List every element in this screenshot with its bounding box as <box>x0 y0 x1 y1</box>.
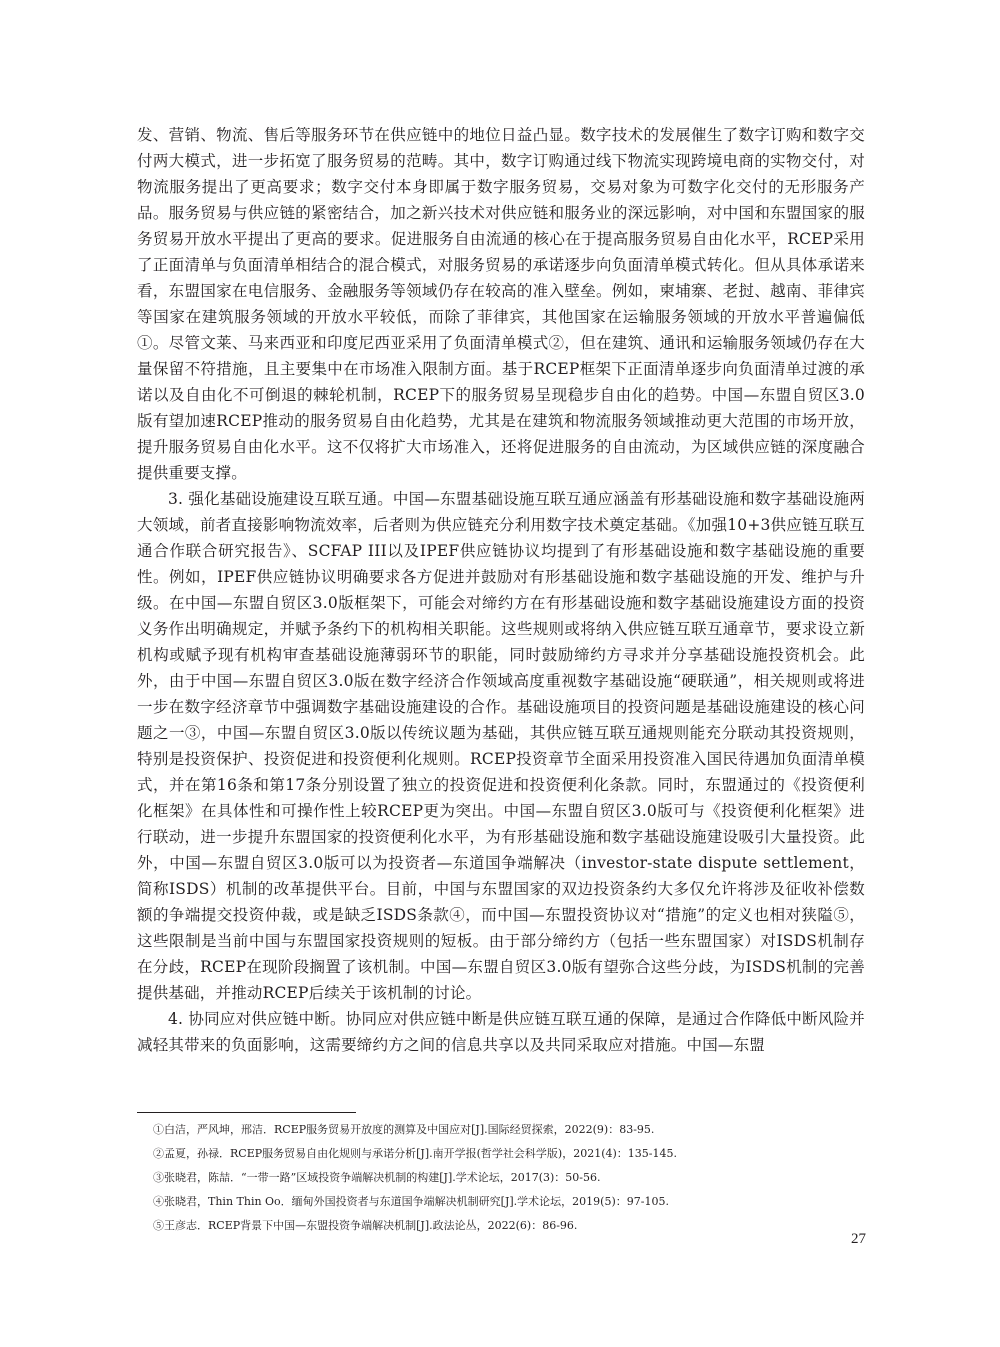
footnote-1: ①白洁，严风坤，邢洁．RCEP服务贸易开放度的测算及中国应对[J].国际经贸探索，2022(9)：83-95. <box>153 1123 655 1136</box>
footnote-3: ③张晓君，陈喆．“一带一路”区域投资争端解决机制的构建[J].学术论坛，2017(3)：50-56. <box>153 1171 601 1184</box>
footnote-4: ④张晓君，Thin Thin Oo．缅甸外国投资者与东道国争端解决机制研究[J].学术论坛，2019(5)：97-105. <box>153 1195 669 1208</box>
paragraph-infrastructure: 3. 强化基础设施建设互联互通。中国—东盟基础设施互联互通应涵盖有形基础设施和数字基础设施两大领域，前者直接影响物流效率，后者则为供应链充分利用数字技术奠定基础。《加强10+3供应链互联互通合作联合研究报告》、SCFAP III以及IPEF供应链协议均提到了有形基础设施和数字基础设施的重要性。例如，IPEF供应链协议明确要求各方促进并鼓励对有形基础设施和数字基础设施的开发、维护与升级。在中国—东盟自贸区3.0版框架下，可能会对缔约方在有形基础设施和数字基础设施建设方面的投资义务作出明确规定，并赋予条约下的机构相关职能。这些规则或将纳入供应链互联互通章节，要求设立新机构或赋予现有机构审查基础设施薄弱环节的职能，同时鼓励缔约方寻求并分享基础设施投资机会。此外，由于中国—东盟自贸区3.0版在数字经济合作领域高度重视数字基础设施“硬联通”，相关规则或将进一步在数字经济章节中强调数字基础设施建设的合作。基础设施项目的投资问题是基础设施建设的核心问题之一③，中国—东盟自贸区3.0版以传统议题为基础，其供应链互联互通规则能充分联动其投资规则，特别是投资保护、投资促进和投资便利化规则。RCEP投资章节全面采用投资准入国民待遇加负面清单模式，并在第16条和第17条分别设置了独立的投资促进和投资便利化条款。同时，东盟通过的《投资便利化框架》在具体性和可操作性上较RCEP更为突出。中国—东盟自贸区3.0版可与《投资便利化框架》进行联动，进一步提升东盟国家的投资便利化水平，为有形基础设施和数字基础设施建设吸引大量投资。此外，中国—东盟自贸区3.0版可以为投资者—东道国争端解决（investor-state dispute settlement，简称ISDS）机制的改革提供平台。目前，中国与东盟国家的双边投资条约大多仅允许将涉及征收补偿数额的争端提交投资仲裁，或是缺乏ISDS条款④，而中国—东盟投资协议对“措施”的定义也相对狭隘⑤，这些限制是当前中国与东盟国家投资规则的短板。由于部分缔约方（包括一些东盟国家）对ISDS机制存在分歧，RCEP在现阶段搁置了该机制。中国—东盟自贸区3.0版有望弥合这些分歧，为ISDS机制的完善提供基础，并推动RCEP后续关于该机制的讨论。 <box>137 490 865 1002</box>
page-number: 27 <box>851 1231 866 1247</box>
footnote-2: ②孟夏，孙禄．RCEP服务贸易自由化规则与承诺分析[J].南开学报(哲学社会科学版)，2021(4)：135-145. <box>153 1147 677 1160</box>
footnote-5: ⑤王彦志．RCEP背景下中国—东盟投资争端解决机制[J].政法论丛，2022(6)：86-96. <box>153 1219 578 1232</box>
footnotes <box>153 1118 865 1238</box>
footnote-divider <box>137 1112 356 1113</box>
paragraph-supply-chain-disruption: 4. 协同应对供应链中断。协同应对供应链中断是供应链互联互通的保障，是通过合作降低中断风险并减轻其带来的负面影响，这需要缔约方之间的信息共享以及共同采取应对措施。中国—东盟 <box>137 1010 865 1054</box>
article-body <box>137 122 865 1058</box>
paragraph-services-trade: 发、营销、物流、售后等服务环节在供应链中的地位日益凸显。数字技术的发展催生了数字订购和数字交付两大模式，进一步拓宽了服务贸易的范畴。其中，数字订购通过线下物流实现跨境电商的实物交付，对物流服务提出了更高要求；数字交付本身即属于数字服务贸易，交易对象为可数字化交付的无形服务产品。服务贸易与供应链的紧密结合，加之新兴技术对供应链和服务业的深远影响，对中国和东盟国家的服务贸易开放水平提出了更高的要求。促进服务自由流通的核心在于提高服务贸易自由化水平，RCEP采用了正面清单与负面清单相结合的混合模式，对服务贸易的承诺逐步向负面清单模式转化。但从具体承诺来看，东盟国家在电信服务、金融服务等领域仍存在较高的准入壁垒。例如，柬埔寨、老挝、越南、菲律宾等国家在建筑服务领域的开放水平较低，而除了菲律宾，其他国家在运输服务领域的开放水平普遍偏低①。尽管文莱、马来西亚和印度尼西亚采用了负面清单模式②，但在建筑、通讯和运输服务领域仍存在大量保留不符措施，且主要集中在市场准入限制方面。基于RCEP框架下正面清单逐步向负面清单过渡的承诺以及自由化不可倒退的棘轮机制，RCEP下的服务贸易呈现稳步自由化的趋势。中国—东盟自贸区3.0版有望加速RCEP推动的服务贸易自由化趋势，尤其是在建筑和物流服务领域推动更大范围的市场开放，提升服务贸易自由化水平。这不仅将扩大市场准入，还将促进服务的自由流动，为区域供应链的深度融合提供重要支撑。 <box>137 126 865 482</box>
